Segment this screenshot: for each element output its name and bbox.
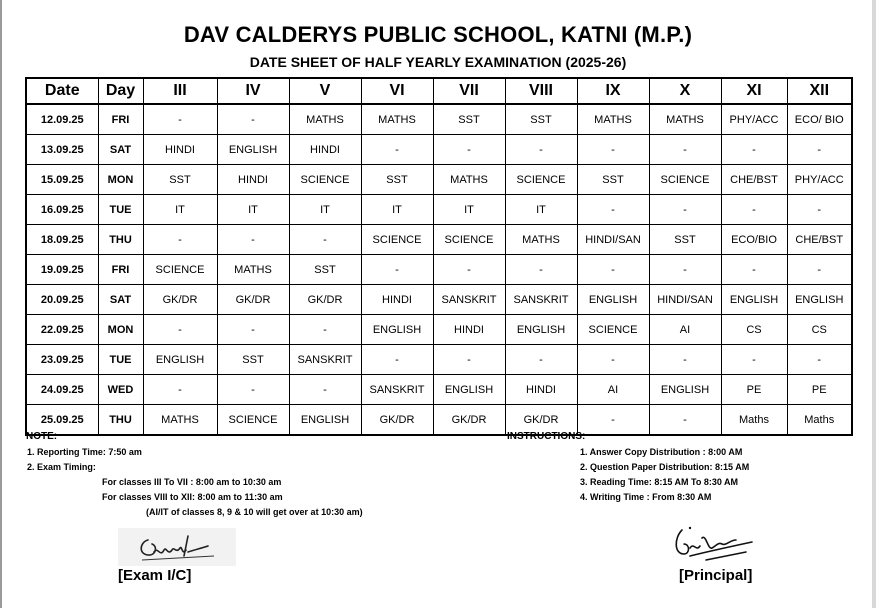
subject-cell: MATHS <box>361 104 433 135</box>
table-row <box>26 255 852 285</box>
exam-ic-label: [Exam I/C] <box>118 567 192 584</box>
subject-cell: ENGLISH <box>505 315 577 345</box>
date-cell: 15.09.25 <box>26 165 98 195</box>
instruction-item: 4. Writing Time : From 8:30 AM <box>580 492 712 502</box>
subject-cell: - <box>649 405 721 436</box>
subject-cell: MATHS <box>505 225 577 255</box>
subject-cell: SCIENCE <box>649 165 721 195</box>
subject-cell: GK/DR <box>289 285 361 315</box>
subject-cell: ENGLISH <box>361 315 433 345</box>
date-cell: 16.09.25 <box>26 195 98 225</box>
table-body <box>26 104 852 435</box>
subject-cell: - <box>787 255 852 285</box>
table-row <box>26 345 852 375</box>
subject-cell: - <box>649 195 721 225</box>
table-row <box>26 195 852 225</box>
subject-cell: IT <box>143 195 217 225</box>
date-cell: 24.09.25 <box>26 375 98 405</box>
column-header: Day <box>98 78 143 104</box>
subject-cell: - <box>721 345 787 375</box>
subject-cell: ENGLISH <box>787 285 852 315</box>
note-reporting-time: 1. Reporting Time: 7:50 am <box>27 447 142 457</box>
subject-cell: - <box>577 255 649 285</box>
column-header: III <box>143 78 217 104</box>
table-row <box>26 405 852 436</box>
subject-cell: - <box>289 225 361 255</box>
day-cell: THU <box>98 225 143 255</box>
subject-cell: HINDI <box>143 135 217 165</box>
column-header: VI <box>361 78 433 104</box>
subject-cell: PHY/ACC <box>721 104 787 135</box>
subject-cell: SCIENCE <box>143 255 217 285</box>
subject-cell: IT <box>361 195 433 225</box>
subject-cell: Maths <box>721 405 787 436</box>
subject-cell: - <box>289 375 361 405</box>
subject-cell: - <box>217 375 289 405</box>
datesheet-subtitle: DATE SHEET OF HALF YEARLY EXAMINATION (2025-26) <box>249 54 627 70</box>
table-row <box>26 375 852 405</box>
subject-cell: GK/DR <box>505 405 577 436</box>
datesheet-table <box>25 77 853 436</box>
subject-cell: - <box>361 345 433 375</box>
day-cell: FRI <box>98 255 143 285</box>
instruction-item: 3. Reading Time: 8:15 AM To 8:30 AM <box>580 477 739 487</box>
column-header: Date <box>26 78 98 104</box>
day-cell: SAT <box>98 285 143 315</box>
school-title: DAV CALDERYS PUBLIC SCHOOL, KATNI (M.P.) <box>183 22 693 47</box>
subject-cell: SST <box>143 165 217 195</box>
subject-cell: SCIENCE <box>505 165 577 195</box>
subject-cell: SCIENCE <box>361 225 433 255</box>
subject-cell: ENGLISH <box>289 405 361 436</box>
subject-cell: MATHS <box>217 255 289 285</box>
subject-cell: - <box>143 104 217 135</box>
subject-cell: MATHS <box>433 165 505 195</box>
subject-cell: - <box>217 104 289 135</box>
subject-cell: CS <box>721 315 787 345</box>
subject-cell: - <box>577 195 649 225</box>
subject-cell: - <box>143 225 217 255</box>
subject-cell: GK/DR <box>143 285 217 315</box>
column-header: VIII <box>505 78 577 104</box>
header-row <box>26 78 852 104</box>
subject-cell: GK/DR <box>433 405 505 436</box>
exam-ic-signature <box>118 528 236 566</box>
instructions-heading: INSTRUCTIONS: <box>507 431 586 442</box>
table-row <box>26 315 852 345</box>
instruction-item: 2. Question Paper Distribution: 8:15 AM <box>580 462 750 472</box>
column-header: IV <box>217 78 289 104</box>
subject-cell: SCIENCE <box>577 315 649 345</box>
subject-cell: - <box>289 315 361 345</box>
subject-cell: SCIENCE <box>217 405 289 436</box>
column-header: IX <box>577 78 649 104</box>
column-header: XI <box>721 78 787 104</box>
subject-cell: PE <box>721 375 787 405</box>
subject-cell: SST <box>289 255 361 285</box>
note-classes-iii-vii: For classes III To VII : 8:00 am to 10:30 am <box>102 477 282 487</box>
subject-cell: - <box>433 255 505 285</box>
subject-cell: PHY/ACC <box>787 165 852 195</box>
column-header: V <box>289 78 361 104</box>
subject-cell: GK/DR <box>217 285 289 315</box>
subject-cell: PE <box>787 375 852 405</box>
subject-cell: - <box>577 135 649 165</box>
table-row <box>26 285 852 315</box>
subject-cell: CS <box>787 315 852 345</box>
column-header: XII <box>787 78 852 104</box>
subject-cell: - <box>433 135 505 165</box>
subject-cell: - <box>217 315 289 345</box>
subject-cell: AI <box>577 375 649 405</box>
subject-cell: MATHS <box>649 104 721 135</box>
subject-cell: - <box>721 255 787 285</box>
table-row <box>26 135 852 165</box>
subject-cell: - <box>361 135 433 165</box>
subject-cell: SST <box>433 104 505 135</box>
subject-cell: - <box>505 135 577 165</box>
day-cell: TUE <box>98 195 143 225</box>
subject-cell: GK/DR <box>361 405 433 436</box>
subject-cell: SANSKRIT <box>505 285 577 315</box>
subject-cell: - <box>721 195 787 225</box>
day-cell: MON <box>98 315 143 345</box>
day-cell: MON <box>98 165 143 195</box>
subject-cell: MATHS <box>289 104 361 135</box>
day-cell: THU <box>98 405 143 436</box>
subject-cell: AI <box>649 315 721 345</box>
day-cell: SAT <box>98 135 143 165</box>
note-ai-it: (AI/IT of classes 8, 9 & 10 will get over at 10:30 am) <box>146 507 363 517</box>
date-cell: 25.09.25 <box>26 405 98 436</box>
subject-cell: - <box>787 195 852 225</box>
subject-cell: IT <box>433 195 505 225</box>
subject-cell: ENGLISH <box>143 345 217 375</box>
date-cell: 18.09.25 <box>26 225 98 255</box>
subject-cell: - <box>217 225 289 255</box>
subject-cell: ENGLISH <box>649 375 721 405</box>
subject-cell: CHE/BST <box>721 165 787 195</box>
subject-cell: - <box>649 345 721 375</box>
subject-cell: SST <box>505 104 577 135</box>
principal-signature <box>660 520 764 566</box>
page-right-edge <box>872 0 876 608</box>
subject-cell: HINDI <box>361 285 433 315</box>
table-row <box>26 165 852 195</box>
subject-cell: Maths <box>787 405 852 436</box>
subject-cell: ENGLISH <box>577 285 649 315</box>
subject-cell: SANSKRIT <box>361 375 433 405</box>
subject-cell: SST <box>361 165 433 195</box>
subject-cell: - <box>577 345 649 375</box>
subject-cell: CHE/BST <box>787 225 852 255</box>
day-cell: WED <box>98 375 143 405</box>
subject-cell: ECO/BIO <box>721 225 787 255</box>
subject-cell: - <box>649 255 721 285</box>
subject-cell: - <box>505 255 577 285</box>
date-cell: 23.09.25 <box>26 345 98 375</box>
subject-cell: SCIENCE <box>289 165 361 195</box>
subject-cell: - <box>577 405 649 436</box>
subject-cell: SANSKRIT <box>433 285 505 315</box>
day-cell: TUE <box>98 345 143 375</box>
subject-cell: HINDI/SAN <box>649 285 721 315</box>
note-exam-timing: 2. Exam Timing: <box>27 462 96 472</box>
subject-cell: - <box>433 345 505 375</box>
subject-cell: IT <box>217 195 289 225</box>
subject-cell: SST <box>217 345 289 375</box>
subject-cell: - <box>649 135 721 165</box>
subject-cell: MATHS <box>577 104 649 135</box>
note-classes-viii-xii: For classes VIII to XII: 8:00 am to 11:30 am <box>102 492 283 502</box>
subject-cell: ECO/ BIO <box>787 104 852 135</box>
table-row <box>26 104 852 135</box>
instruction-item: 1. Answer Copy Distribution : 8:00 AM <box>580 447 743 457</box>
subject-cell: - <box>787 135 852 165</box>
note-heading: NOTE: <box>26 431 58 442</box>
date-cell: 22.09.25 <box>26 315 98 345</box>
date-cell: 20.09.25 <box>26 285 98 315</box>
subject-cell: ENGLISH <box>433 375 505 405</box>
subject-cell: ENGLISH <box>721 285 787 315</box>
subject-cell: IT <box>289 195 361 225</box>
subject-cell: - <box>787 345 852 375</box>
subject-cell: - <box>143 375 217 405</box>
date-cell: 13.09.25 <box>26 135 98 165</box>
subject-cell: HINDI/SAN <box>577 225 649 255</box>
subject-cell: SCIENCE <box>433 225 505 255</box>
subject-cell: - <box>143 315 217 345</box>
column-header: VII <box>433 78 505 104</box>
column-header: X <box>649 78 721 104</box>
subject-cell: IT <box>505 195 577 225</box>
subject-cell: HINDI <box>433 315 505 345</box>
subject-cell: MATHS <box>143 405 217 436</box>
subject-cell: HINDI <box>289 135 361 165</box>
subject-cell: SST <box>649 225 721 255</box>
page-left-edge <box>0 0 2 608</box>
date-cell: 19.09.25 <box>26 255 98 285</box>
subject-cell: HINDI <box>217 165 289 195</box>
date-cell: 12.09.25 <box>26 104 98 135</box>
day-cell: FRI <box>98 104 143 135</box>
principal-label: [Principal] <box>679 567 753 584</box>
subject-cell: - <box>361 255 433 285</box>
subject-cell: - <box>505 345 577 375</box>
subject-cell: - <box>721 135 787 165</box>
subject-cell: ENGLISH <box>217 135 289 165</box>
table-row <box>26 225 852 255</box>
subject-cell: HINDI <box>505 375 577 405</box>
subject-cell: SANSKRIT <box>289 345 361 375</box>
subject-cell: SST <box>577 165 649 195</box>
